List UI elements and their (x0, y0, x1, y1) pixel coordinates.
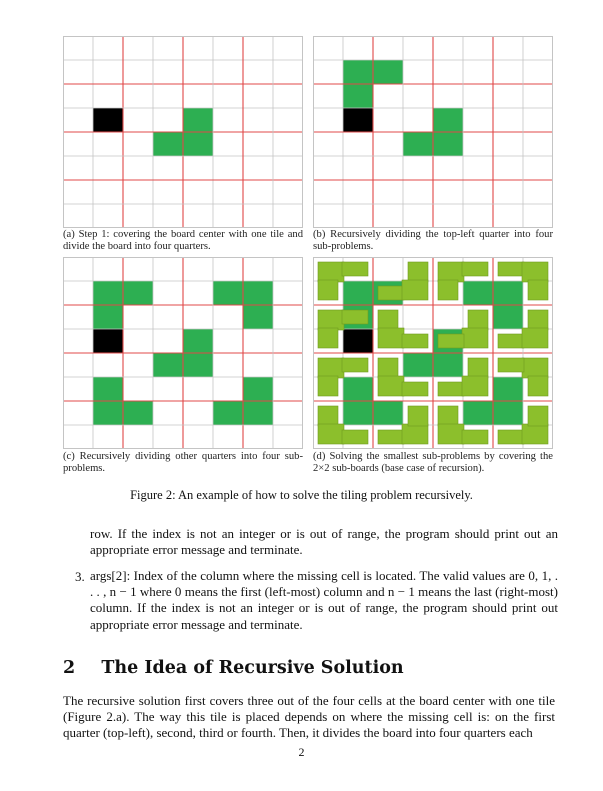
tromino-square (438, 280, 458, 300)
tromino-square (498, 262, 524, 276)
tromino-square (402, 424, 428, 444)
subfigure-c-board (63, 257, 303, 449)
tromino-square (378, 286, 404, 300)
green-cell (403, 353, 433, 377)
subfigure-b-board (313, 36, 553, 228)
figure-caption: Figure 2: An example of how to solve the tiling problem recursively. (130, 488, 473, 502)
tromino-square (498, 358, 524, 372)
tromino-square (528, 280, 548, 300)
tromino-square (318, 262, 344, 282)
tromino-square (318, 280, 338, 300)
tromino-square (342, 430, 368, 444)
green-cell (493, 377, 523, 401)
green-cell (153, 132, 183, 156)
tromino-square (378, 376, 404, 396)
missing-cell (93, 329, 123, 353)
missing-cell (93, 108, 123, 132)
tromino-square (318, 406, 338, 426)
tromino-square (342, 358, 368, 372)
green-cell (343, 401, 373, 425)
green-cell (433, 108, 463, 132)
board-a-svg (63, 36, 303, 228)
section-number: 2 (63, 658, 76, 678)
tromino-square (522, 262, 548, 282)
tromino-square (462, 430, 488, 444)
green-cell (213, 281, 243, 305)
green-cell (403, 132, 433, 156)
tromino-square (438, 424, 464, 444)
green-cell (343, 377, 373, 401)
tromino-square (498, 430, 524, 444)
green-cell (243, 401, 273, 425)
tromino-square (378, 310, 398, 330)
subfigure-a-caption: (a) Step 1: covering the board center with one tile and divide the board into four quarters. (63, 229, 303, 252)
subfigure-d-caption: (d) Solving the smallest sub-problems by covering the 2×2 sub-boards (base case of recursion). (313, 451, 553, 474)
tromino-square (528, 406, 548, 426)
section-title: The Idea of Recursive Solution (101, 658, 404, 678)
subfigure-a-board (63, 36, 303, 228)
tromino-square (498, 334, 524, 348)
tromino-square (408, 262, 428, 282)
tromino-square (462, 328, 488, 348)
tromino-square (342, 262, 368, 276)
tromino-square (318, 376, 338, 396)
tromino-square (522, 424, 548, 444)
green-cell (183, 329, 213, 353)
subfigure-b-caption: (b) Recursively dividing the top-left quarter into four sub-problems. (313, 229, 553, 252)
green-cell (93, 281, 123, 305)
section-body: The recursive solution first covers three out of the four cells at the board center with one tile (Figure 2.a). The way this tile is placed depends on where the missing cell is: on the first quarter (top-left), second, third or fourth. Then, it divides the board into four quarters each (63, 693, 555, 741)
tromino-square (438, 382, 464, 396)
tromino-square (468, 310, 488, 330)
tromino-square (318, 310, 344, 330)
green-cell (183, 132, 213, 156)
green-cell (373, 60, 403, 84)
board-c-svg (63, 257, 303, 449)
tromino-square (378, 358, 398, 378)
green-cell (343, 84, 373, 108)
section-heading (63, 658, 404, 678)
tromino-square (318, 424, 344, 444)
green-cell (493, 305, 523, 329)
green-cell (183, 353, 213, 377)
green-cell (93, 377, 123, 401)
tromino-square (438, 262, 464, 282)
tromino-square (438, 334, 464, 348)
missing-cell (343, 329, 373, 353)
tromino-square (468, 358, 488, 378)
green-cell (153, 353, 183, 377)
list-item-3-text: args[2]: Index of the column where the missing cell is located. The valid values are 0, 1, . . . , n − 1 where 0 means the first (left-most) column and n − 1 means the last (right-most) column. If the index is not an integer or is out of range, the program should print out appropriate error message and terminate. (90, 568, 558, 632)
green-cell (433, 132, 463, 156)
green-cell (433, 353, 463, 377)
green-cell (343, 60, 373, 84)
tromino-square (522, 358, 548, 378)
list-item-3-number: 3. (75, 569, 85, 584)
green-cell (463, 401, 493, 425)
green-cell (343, 281, 373, 305)
green-cell (243, 281, 273, 305)
tromino-square (438, 406, 458, 426)
green-cell (183, 108, 213, 132)
tromino-square (402, 334, 428, 348)
green-cell (243, 377, 273, 401)
tromino-square (378, 328, 404, 348)
green-cell (493, 401, 523, 425)
tromino-square (342, 310, 368, 324)
tromino-square (528, 310, 548, 330)
green-cell (493, 281, 523, 305)
green-cell (93, 305, 123, 329)
tromino-square (318, 358, 344, 378)
tromino-square (408, 406, 428, 426)
tromino-square (318, 328, 338, 348)
board-d-svg (313, 257, 553, 449)
page-number: 2 (298, 745, 305, 759)
tromino-square (378, 430, 404, 444)
subfigure-d-board (313, 257, 553, 449)
tromino-square (402, 280, 428, 300)
tromino-square (402, 382, 428, 396)
list-item-2-continuation: row. If the index is not an integer or is out of range, the program should print out an appropriate error message and terminate. (90, 526, 558, 558)
tromino-square (528, 376, 548, 396)
board-b-svg (313, 36, 553, 228)
tromino-square (462, 376, 488, 396)
tromino-square (522, 328, 548, 348)
subfigure-c-caption: (c) Recursively dividing other quarters into four sub-problems. (63, 451, 303, 474)
green-cell (93, 401, 123, 425)
tromino-square (462, 262, 488, 276)
green-cell (463, 281, 493, 305)
missing-cell (343, 108, 373, 132)
green-cell (123, 281, 153, 305)
green-cell (373, 401, 403, 425)
green-cell (123, 401, 153, 425)
green-cell (213, 401, 243, 425)
green-cell (243, 305, 273, 329)
